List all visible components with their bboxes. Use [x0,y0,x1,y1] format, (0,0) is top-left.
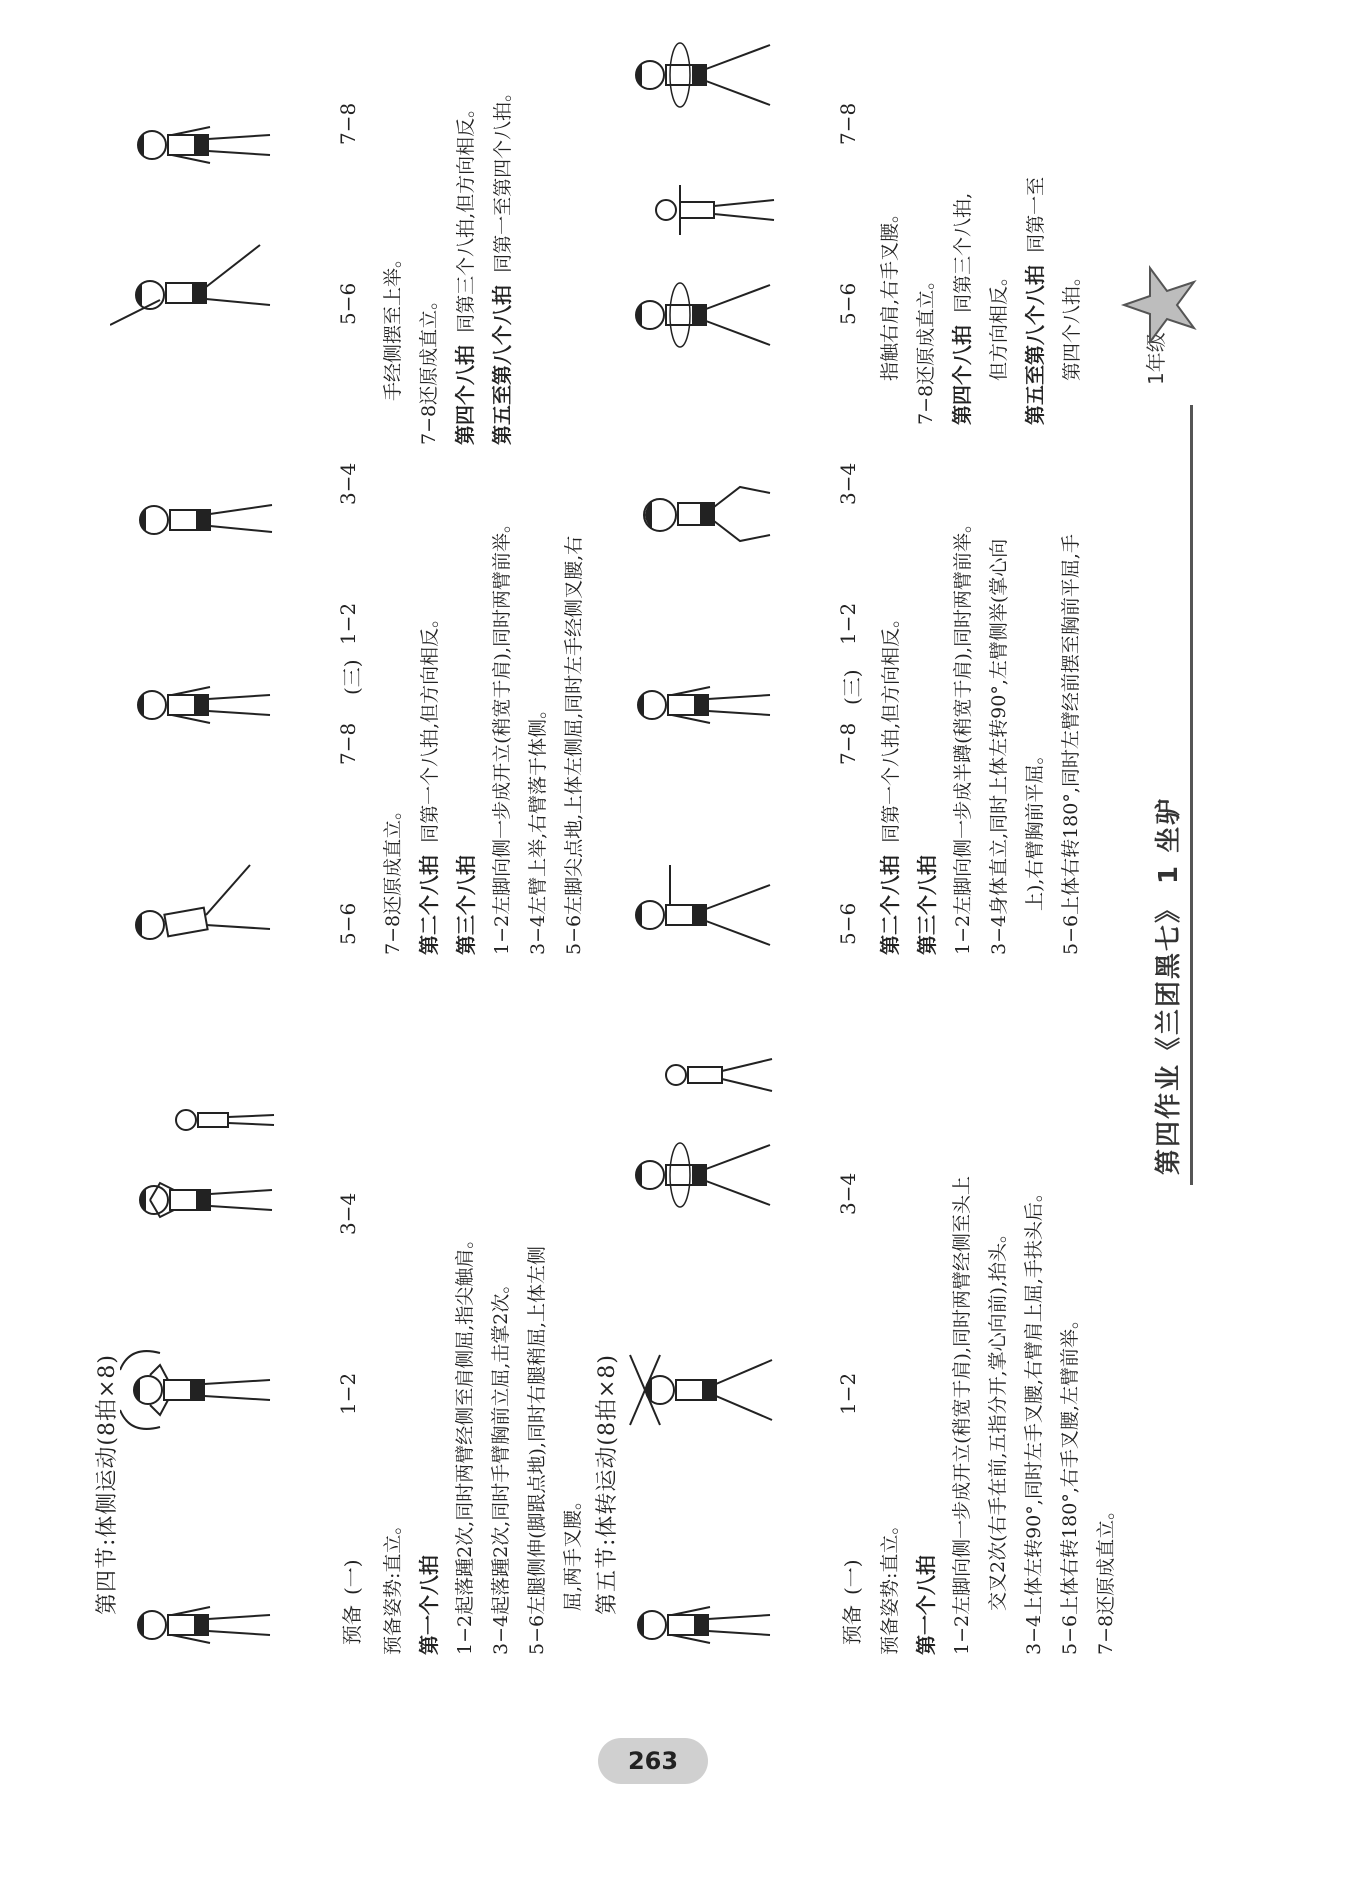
s4-label-one: (一) [340,1559,364,1595]
s5-label-56: 5−6 [836,902,860,945]
section4-text-left [375,1230,591,1655]
s5-line: 第四个八拍。 [1061,266,1083,381]
s5-line: 第四个八拍 [950,325,974,425]
s5-line: 第一个八拍 [914,1555,938,1655]
figure-turn-arm [620,255,780,365]
figure-arm-up [110,235,280,345]
s4-label-prep: 预备 [340,1605,364,1645]
s5-label-78b: 7−8 [836,102,860,145]
section4-text-mid [375,514,592,955]
s4-label-12b: 1−2 [336,602,360,645]
figure-standing-s5b [630,665,780,745]
s4-line: 第三个八拍 [454,855,478,955]
figure-standing-2 [130,665,280,745]
s5-line: 预备姿势:直立。 [879,1515,901,1655]
s4-line: 1−2起落踵2次,同时两臂经侧至肩侧屈,指尖触肩。 [454,1229,476,1655]
s5-line: 1−2左脚向侧一步成开立(稍宽于肩),同时两臂经侧至头上 [951,1176,973,1655]
figure-squat [630,455,780,565]
s4-line: 5−6左腿侧伸(脚跟点地),同时右腿稍屈,上体左侧 [526,1245,548,1655]
s4-line: 屈,两手叉腰。 [562,1490,584,1611]
figure-arm-side [650,175,780,245]
figure-standing-s5 [630,1585,780,1665]
figure-standing [130,1585,280,1665]
s4-label-56: 5−6 [336,902,360,945]
s4-line: 第四个八拍 [453,345,477,445]
figure-turn-final [620,15,780,125]
s5-line: 3−4上体左转90°,同时左手叉腰,右臂肩上屈,手扶头后。 [1023,1183,1045,1655]
s5-line: 5−6上体右转180°,右手叉腰,左臂前举。 [1059,1310,1081,1655]
s4-line: 3−4左臂上举,右臂落于体侧。 [527,699,549,955]
s5-label-34: 3−4 [836,1172,860,1215]
s5-line: 7−8还原成直立。 [915,270,937,425]
s4-label-78b: 7−8 [336,102,360,145]
section5-text-mid [872,514,1089,955]
figure-side-bend [120,855,280,965]
s5-line: 指触右肩,右手叉腰。 [879,203,901,381]
header-title: 第四作业《兰团黑七》 1 坐驴 [1154,796,1184,1175]
section5-text-left [872,1176,1124,1655]
header-grade: 1年级 [1144,332,1168,385]
section5-figure-row [620,105,810,1665]
s5-line: 上),右臂胸前平屈。 [1024,745,1046,911]
page-number: 263 [598,1738,708,1784]
figure-turn-right [620,855,780,965]
s5-line: 同第三个八拍, [952,192,974,313]
s4-label-12: 1−2 [336,1372,360,1415]
header-rule [1190,405,1193,1185]
s5-label-56b: 5−6 [836,282,860,325]
s5-label-78: 7−8 [836,722,860,765]
figure-side-small [170,1095,280,1145]
s4-line: 手经侧摆至上举。 [382,248,404,401]
s5-line: 交叉2次(右手在前,五指分开,掌心向前),抬头。 [987,1223,1009,1611]
section5-title: 第五节:体转运动(8拍×8) [595,1353,620,1615]
figure-arms-forward [130,475,280,565]
s5-line: 同第一个八拍,但方向相反。 [880,608,902,843]
s4-line: 7−8还原成直立。 [418,290,440,445]
s5-label-three: (三) [840,669,864,705]
s5-label-one: (一) [840,1559,864,1595]
s4-line: 5−6左脚尖点地,上体左侧屈,同时左手经侧叉腰,右 [563,535,585,955]
s5-line: 第三个八拍 [915,855,939,955]
s5-line: 第五至第八个八拍 [1023,265,1047,425]
figure-standing-3 [130,105,280,185]
section4-title: 第四节:体侧运动(8拍×8) [95,1353,120,1615]
section4-figure-row [120,105,310,1665]
s4-line: 第五至第八个八拍 [490,285,514,445]
s4-label-three: (三) [340,659,364,695]
s4-line: 同第三个八拍,但方向相反。 [455,98,477,333]
s5-label-12b: 1−2 [836,602,860,645]
s5-line: 但方向相反。 [988,266,1010,381]
s5-line: 1−2左脚向侧一步成半蹲(稍宽于肩),同时两臂前举。 [952,514,974,955]
s4-label-56b: 5−6 [336,282,360,325]
s4-line: 同第一至第四个八拍。 [492,82,514,273]
s4-line: 3−4起落踵2次,同时手臂胸前立屈,击掌2次。 [490,1274,512,1655]
s4-line: 预备姿势:直立。 [382,1515,404,1655]
figure-cross-arms [620,1335,780,1445]
s5-label-prep: 预备 [840,1605,864,1645]
section4-text-right [375,83,521,445]
running-header [1130,285,1240,1185]
s5-label-34b: 3−4 [836,462,860,505]
s5-line: 第二个八拍 [878,855,902,955]
star-icon [1120,265,1200,345]
figure-turn-left [620,1115,780,1225]
figure-clap [130,1155,280,1245]
s5-line: 7−8还原成直立。 [1095,1500,1117,1655]
s5-line: 同第一至 [1025,176,1047,253]
s4-label-34: 3−4 [336,1192,360,1235]
s4-line: 7−8还原成直立。 [382,800,404,955]
s4-label-78: 7−8 [336,722,360,765]
s5-line: 3−4身体直立,同时上体左转90°,左臂侧举(掌心向 [988,538,1010,955]
section5-text-right [872,177,1090,425]
s4-line: 同第一个八拍,但方向相反。 [419,608,441,843]
figure-turn-small [660,1045,780,1105]
s4-label-34b: 3−4 [336,462,360,505]
s4-line: 第二个八拍 [417,855,441,955]
s5-label-12: 1−2 [836,1372,860,1415]
figure-arms-shoulder [120,1335,280,1445]
s4-line: 1−2左脚向侧一步成开立(稍宽于肩),同时两臂前举。 [491,514,513,955]
s5-line: 5−6上体右转180°,同时左臂经前摆至胸前平屈,手 [1060,534,1082,955]
s4-line: 第一个八拍 [417,1555,441,1655]
